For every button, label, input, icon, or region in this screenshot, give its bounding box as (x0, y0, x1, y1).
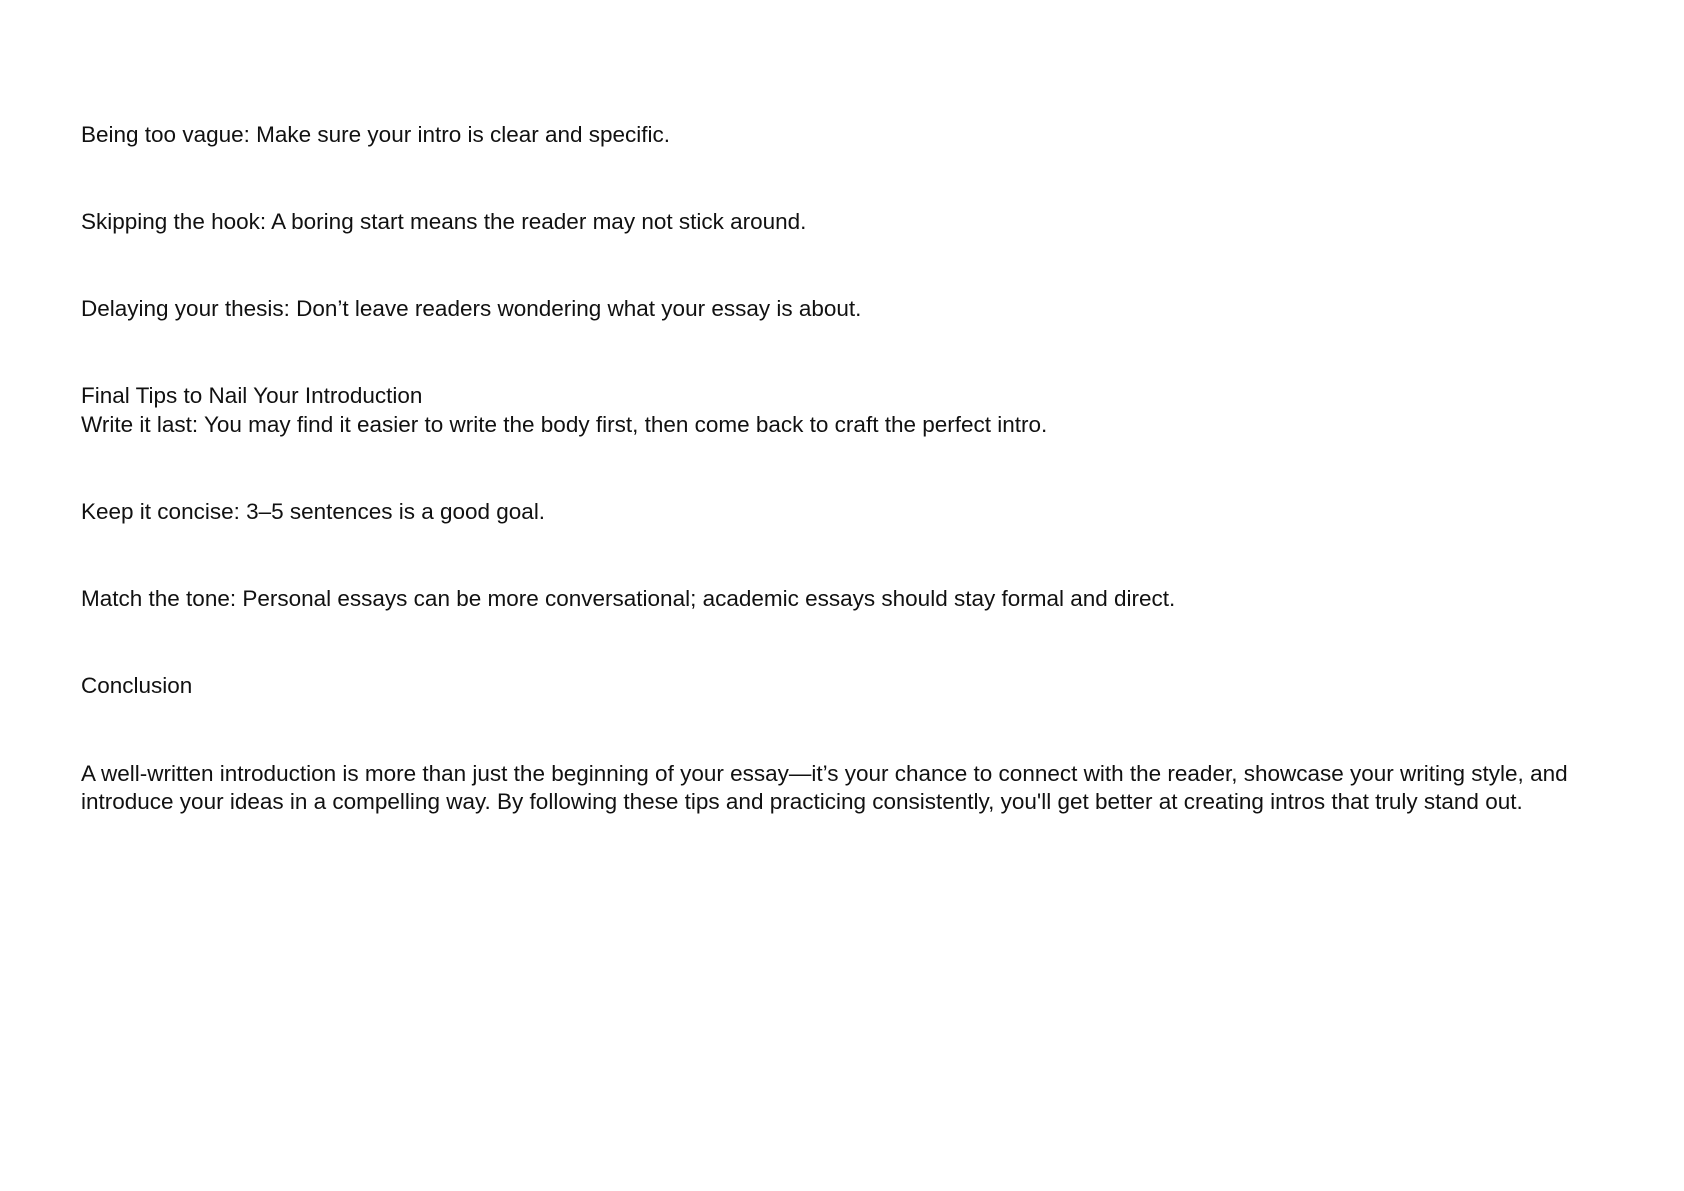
tip-keep-it-concise: Keep it concise: 3–5 sentences is a good goal. (81, 499, 546, 524)
tip-match-the-tone: Match the tone: Personal essays can be more conversational; academic essays should stay formal and direct. (81, 586, 1176, 611)
mistake-being-too-vague: Being too vague: Make sure your intro is clear and specific. (81, 122, 671, 147)
section-heading-final-tips: Final Tips to Nail Your Introduction (81, 383, 423, 408)
mistake-skipping-the-hook: Skipping the hook: A boring start means the reader may not stick around. (81, 209, 807, 234)
conclusion-paragraph: A well-written introduction is more than just the beginning of your essay—it’s your chance to connect with the reader, showcase your writing style, and introduce your ideas in a compelling way. By following these tips and practicing consistently, you'll get better at creating intros that truly stand out. (81, 761, 1568, 814)
mistake-delaying-thesis: Delaying your thesis: Don’t leave readers wondering what your essay is about. (81, 296, 862, 321)
tip-write-it-last: Write it last: You may find it easier to write the body first, then come back to craft the perfect intro. (81, 412, 1048, 437)
section-heading-conclusion: Conclusion (81, 673, 193, 698)
